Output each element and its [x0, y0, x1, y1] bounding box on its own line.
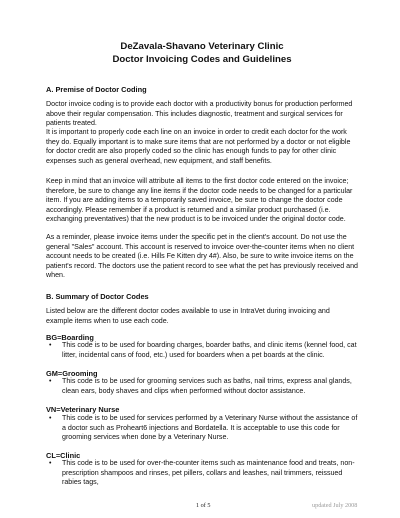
code-heading-boarding: BG=Boarding	[46, 333, 94, 342]
list-item-text: This code is to be used for over-the-counter items such as maintenance food and treats, non-prescription shampoos and rinses, pet pillers, collars and leashes, nail trimmers, reissued rabies tags,	[62, 459, 355, 487]
bullet-icon: •	[49, 378, 52, 385]
page-number: 1 of 5	[196, 502, 211, 509]
document-subtitle: Doctor Invoicing Codes and Guidelines	[112, 54, 292, 65]
code-heading-veterinary-nurse: VN=Veterinary Nurse	[46, 405, 120, 414]
code-heading-clinic: CL=Clinic	[46, 451, 81, 460]
section-a-heading: A. Premise of Doctor Coding	[46, 85, 147, 94]
updated-date: updated July 2008	[312, 502, 358, 509]
paragraph: Listed below are the different doctor codes available to use in IntraVet during invoicing and example items when to use each code.	[46, 307, 330, 325]
section-b-heading: B. Summary of Doctor Codes	[46, 292, 149, 301]
list-item-text: This code is to be used for services performed by a Veterinary Nurse without the assistance of a doctor such as Proheart6 injections and Bordatella. It is acceptable to use this code for grooming services when done by a Veterinary Nurse.	[62, 414, 358, 442]
code-heading-grooming: GM=Grooming	[46, 369, 98, 378]
paragraph: As a reminder, please invoice items under the specific pet in the client's account. Do not use the general "Sales" account. This account is reserved to invoice over-the-counter items when no client account needs to be created (i.e. Hills Fe Kitten dry 4#). Also, be sure to write invoice items on the patient's record. The doctors use the patient record to see what the pet has previously received and when.	[46, 233, 358, 280]
document-title: DeZavala-Shavano Veterinary Clinic	[120, 41, 284, 52]
paragraph: Keep in mind that an invoice will attribute all items to the first doctor code entered on the invoice; therefore, be sure to change any line items if the doctor code needs to be changed for a particular item. If you are adding items to a temporarily saved invoice, be sure to change the doctor code accordingly. Please remember if a product is returned and a similar product purchased (i.e. exchanging preventatives) that the new product is to be invoiced under the original doctor code.	[46, 177, 353, 224]
bullet-icon: •	[49, 342, 52, 349]
paragraph: It is important to properly code each line on an invoice in order to credit each doctor for the work they do. Equally important is to make sure items that are not performed by a doctor or not eligible for doctor credit are also properly coded so the clinic has enough funds to pay for other clinic expenses such as general overhead, new equipment, and staff benefits.	[46, 128, 351, 165]
list-item-text: This code is to be used for boarding charges, boarder baths, and clinic items (kennel food, cat litter, incidental cans of food, etc.) used for boarders when a pet boards at the clinic.	[62, 341, 357, 359]
bullet-icon: •	[49, 460, 52, 467]
paragraph: Doctor invoice coding is to provide each doctor with a productivity bonus for production performed above their regular compensation. This includes diagnostic, treatment and surgical services for patients treated.	[46, 100, 353, 128]
bullet-icon: •	[49, 415, 52, 422]
list-item-text: This code is to be used for grooming services such as baths, nail trims, express anal glands, clean ears, body shaves and clips when performed without doctor assistance.	[62, 377, 352, 395]
